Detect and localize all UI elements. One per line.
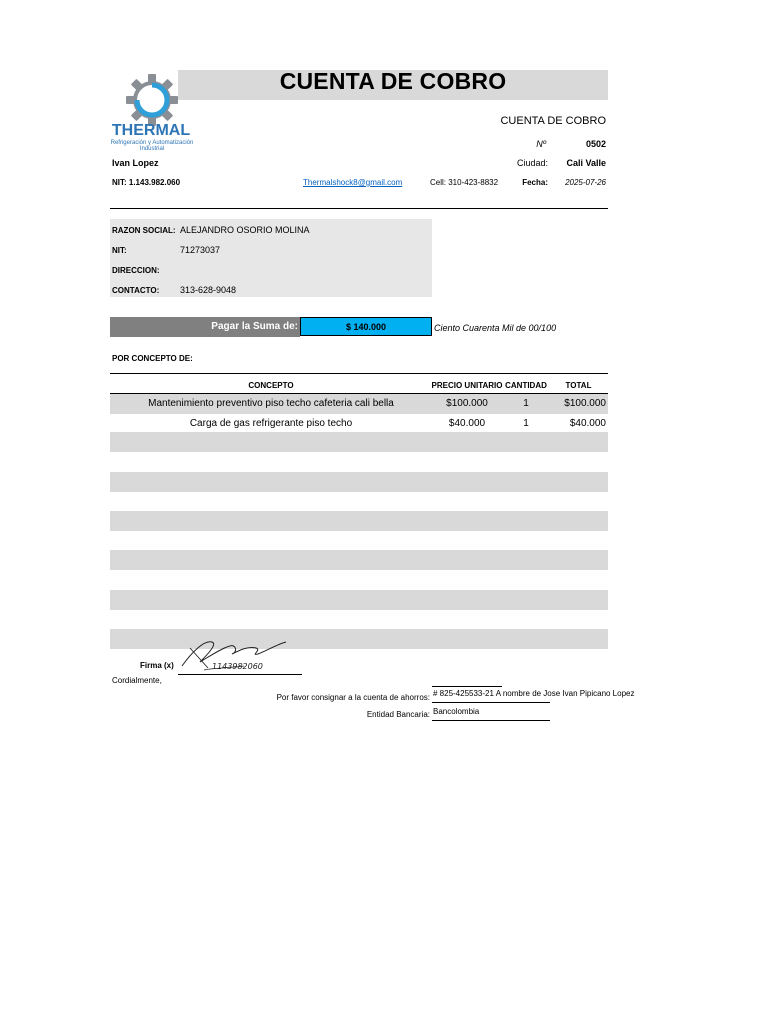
signature-number: 1143982060 xyxy=(212,662,263,671)
table-band xyxy=(110,432,608,452)
table-band xyxy=(110,511,608,531)
table-top-line xyxy=(110,373,608,374)
concept-section-label: POR CONCEPTO DE: xyxy=(112,354,193,363)
consignar-label: Por favor consignar a la cuenta de ahorros: xyxy=(276,693,430,702)
row-total: $100.000 xyxy=(564,398,606,409)
issuer-cell: Cell: 310-423-8832 xyxy=(430,178,499,187)
col-header-precio: PRECIO UNITARIO xyxy=(431,381,503,390)
logo-tagline-1: Refrigeración y Automatización xyxy=(110,140,194,146)
issuer-name: Ivan Lopez xyxy=(112,158,159,168)
direccion-label: DIRECCION: xyxy=(112,266,160,275)
table-band xyxy=(110,550,608,570)
row-concepto: Mantenimiento preventivo piso techo cafeteria cali bella xyxy=(148,398,394,409)
pagar-label: Pagar la Suma de: xyxy=(211,321,298,332)
issuer-nit: NIT: 1.143.982.060 xyxy=(112,178,181,187)
row-concepto: Carga de gas refrigerante piso techo xyxy=(189,418,353,429)
bank-account-line xyxy=(432,702,550,703)
fecha-label: Fecha: xyxy=(522,178,548,187)
logo-tagline xyxy=(104,140,200,152)
row-precio: $100.000 xyxy=(446,398,488,409)
col-header-concepto: CONCEPTO xyxy=(248,381,294,390)
firma-label: Firma (x) xyxy=(140,661,174,670)
handwritten-signature xyxy=(178,634,288,674)
entidad-line xyxy=(432,720,550,721)
col-header-total: TOTAL xyxy=(565,381,592,390)
amount-box: $ 140.000 xyxy=(300,317,432,336)
contacto-value: 313-628-9048 xyxy=(180,285,237,295)
bank-account: # 825-425533-21 A nombre de Jose Ivan Pipicano Lopez xyxy=(433,689,635,698)
issuer-email-link[interactable]: Thermalshock8@gmail.com xyxy=(303,178,403,187)
numero-value: 0502 xyxy=(585,139,606,149)
header-subtitle: CUENTA DE COBRO xyxy=(500,115,606,127)
ciudad-label: Ciudad: xyxy=(516,158,548,168)
document-title: CUENTA DE COBRO xyxy=(279,68,507,94)
razon-label: RAZON SOCIAL: xyxy=(112,226,176,235)
fecha-value: 2025-07-26 xyxy=(565,178,606,187)
row-total: $40.000 xyxy=(569,418,606,429)
row-cantidad: 1 xyxy=(523,418,529,429)
client-nit-value: 71273037 xyxy=(180,245,221,255)
signature-line xyxy=(178,674,302,675)
col-header-cantidad: CANTIDAD xyxy=(505,381,547,390)
amount-in-words: Ciento Cuarenta Mil de 00/100 xyxy=(434,323,557,333)
header-divider xyxy=(110,208,608,209)
row-cantidad: 1 xyxy=(523,398,529,409)
razon-value: ALEJANDRO OSORIO MOLINA xyxy=(180,225,310,235)
logo-tagline-2: Industrial xyxy=(139,146,165,152)
row-precio: $40.000 xyxy=(448,418,486,429)
contacto-label: CONTACTO: xyxy=(112,286,160,295)
cordialmente: Cordialmente, xyxy=(112,676,162,685)
entidad-value: Bancolombia xyxy=(433,707,480,716)
bank-top-line xyxy=(432,686,502,687)
client-nit-label: NIT: xyxy=(112,246,127,255)
ciudad-value: Cali Valle xyxy=(566,158,606,168)
entidad-label: Entidad Bancaria: xyxy=(366,710,430,719)
numero-label: Nº xyxy=(536,139,546,149)
table-band xyxy=(110,590,608,610)
logo-name: THERMAL xyxy=(111,122,191,139)
table-band xyxy=(110,472,608,492)
